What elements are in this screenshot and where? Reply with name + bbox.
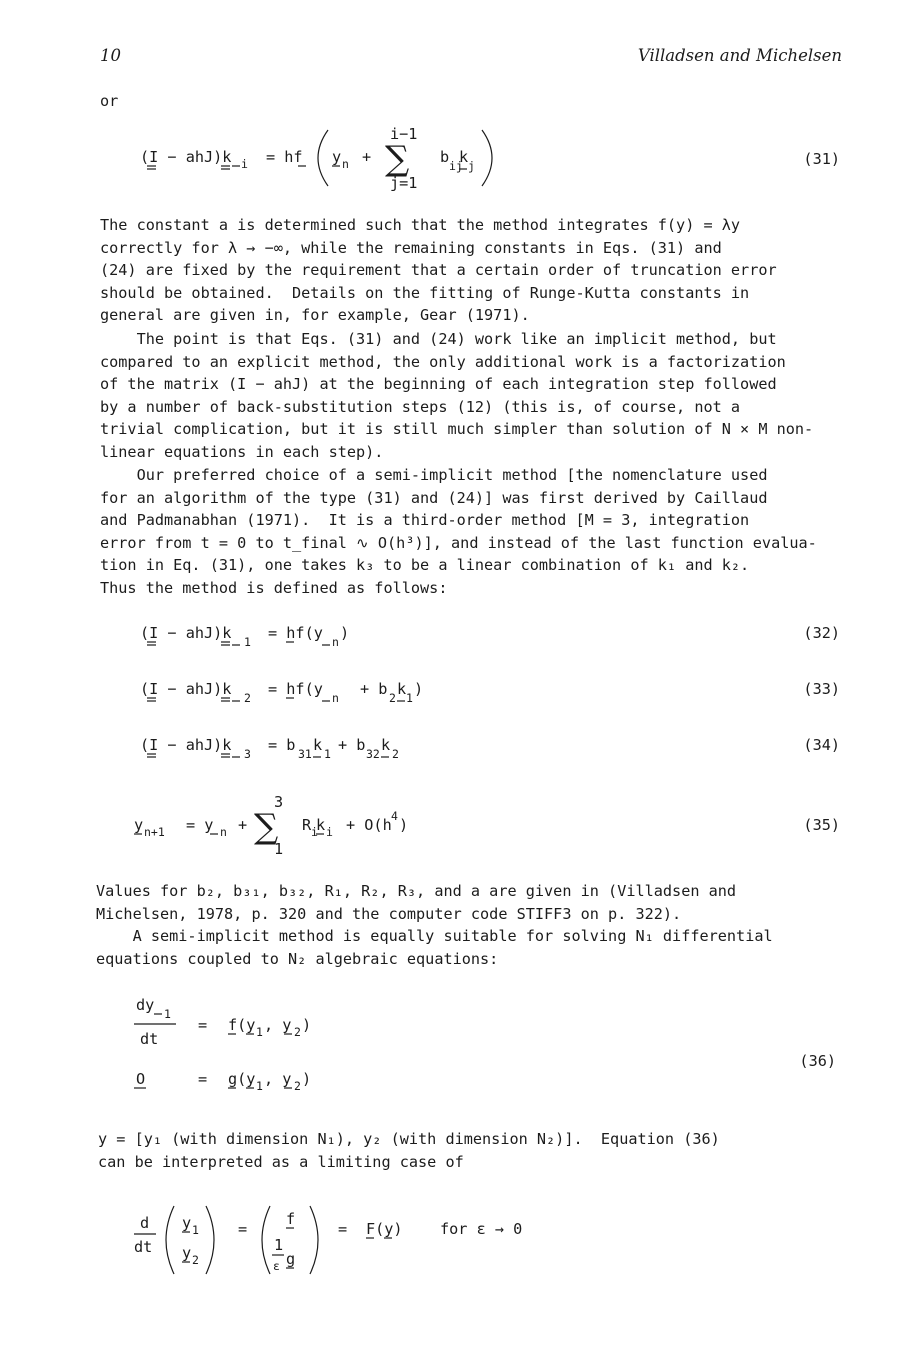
text-line: for an algorithm of the type (31) and (24)] was first derived by Caillaud — [100, 488, 768, 507]
svg-text:+: + — [238, 816, 248, 834]
svg-text:b: b — [440, 148, 450, 166]
svg-text:1: 1 — [324, 747, 331, 761]
svg-text:i: i — [311, 825, 318, 839]
text-line: trivial complication, but it is still much simpler than solution of N × M non- — [100, 420, 814, 439]
text-line: tion in Eq. (31), one takes k₃ to be a linear combination of k₁ and k₂. — [100, 556, 750, 575]
svg-text:dy: dy — [136, 996, 155, 1014]
paragraph-2 — [100, 328, 845, 464]
svg-text:4: 4 — [391, 809, 398, 823]
paragraph-5 — [98, 1128, 843, 1173]
equation-36 — [134, 992, 474, 1102]
svg-text:i−1: i−1 — [390, 125, 418, 143]
svg-text:R: R — [302, 816, 312, 834]
limit-condition: for ε → 0 — [440, 1220, 523, 1238]
svg-text:=: = — [198, 1070, 208, 1088]
limiting-case-equation — [134, 1200, 564, 1280]
text-line: equations coupled to N₂ algebraic equations: — [96, 949, 499, 968]
text-line: The point is that Eqs. (31) and (24) work like an implicit method, but — [100, 330, 777, 348]
svg-text:2: 2 — [294, 1079, 301, 1093]
svg-text:F(y): F(y) — [366, 1220, 403, 1238]
svg-text:k: k — [381, 736, 391, 754]
svg-text:=: = — [238, 1220, 248, 1238]
svg-text:(I − ahJ)k: (I − ahJ)k — [140, 736, 232, 754]
svg-text:=: = — [338, 1220, 348, 1238]
svg-text:ε: ε — [273, 1259, 280, 1273]
svg-text:∑: ∑ — [385, 139, 410, 179]
svg-text:2: 2 — [389, 691, 396, 705]
svg-text:dt: dt — [134, 1238, 153, 1256]
svg-text:(I − ahJ)k: (I − ahJ)k — [140, 148, 232, 166]
svg-text:y: y — [332, 148, 342, 166]
svg-text:f: f — [286, 1210, 296, 1228]
text-line: Values for b₂, b₃₁, b₃₂, R₁, R₂, R₃, and a are given in (Villadsen and — [96, 882, 737, 900]
svg-text:k: k — [459, 148, 469, 166]
equation-number-34: (34) — [803, 736, 840, 754]
page-number: 10 — [100, 46, 121, 65]
svg-text:1: 1 — [406, 691, 413, 705]
svg-text:=: = — [198, 1016, 208, 1034]
text-line: linear equations in each step). — [100, 442, 384, 461]
svg-text:2: 2 — [392, 747, 399, 761]
svg-text:): ) — [399, 816, 409, 834]
svg-text:, y: , y — [264, 1070, 292, 1088]
svg-text:O: O — [136, 1070, 146, 1088]
paragraph-3 — [100, 464, 845, 600]
svg-text:2: 2 — [244, 691, 251, 705]
text-line: Michelsen, 1978, p. 320 and the computer code STIFF3 on p. 322). — [96, 904, 682, 923]
svg-text:n: n — [332, 635, 339, 649]
svg-text:+ O(h: + O(h — [346, 816, 392, 834]
svg-text:): ) — [414, 680, 424, 698]
svg-text:, y: , y — [264, 1016, 292, 1034]
svg-text:g(y: g(y — [228, 1070, 256, 1088]
svg-text:+ b: + b — [360, 680, 388, 698]
svg-text:+: + — [362, 148, 372, 166]
equation-32 — [140, 618, 440, 658]
svg-text:k: k — [316, 816, 326, 834]
svg-text:y: y — [134, 816, 144, 834]
svg-text:y: y — [182, 1244, 192, 1262]
svg-text:d: d — [140, 1214, 150, 1232]
svg-text:(I − ahJ)k: (I − ahJ)k — [140, 680, 232, 698]
svg-text:): ) — [302, 1070, 312, 1088]
or-word: or — [100, 92, 119, 110]
svg-text:j=1: j=1 — [390, 174, 418, 192]
svg-text:+ b: + b — [338, 736, 366, 754]
svg-text:n: n — [342, 157, 349, 171]
svg-text:y: y — [182, 1214, 192, 1232]
svg-text:1: 1 — [256, 1079, 263, 1093]
running-title: Villadsen and Michelsen — [637, 46, 842, 65]
svg-text:32: 32 — [366, 747, 380, 761]
text-line: The constant a is determined such that the method integrates f(y) = λy — [100, 216, 741, 234]
text-line: Our preferred choice of a semi-implicit method [the nomenclature used — [100, 466, 768, 484]
equation-number-35: (35) — [803, 816, 840, 834]
svg-text:1: 1 — [192, 1223, 199, 1237]
equation-number-36: (36) — [799, 1052, 836, 1070]
paragraph-4 — [96, 880, 841, 970]
equation-34 — [140, 730, 480, 770]
text-line: by a number of back-substitution steps (12) (this is, of course, not a — [100, 397, 741, 416]
text-line: correctly for λ → −∞, while the remaining constants in Eqs. (31) and — [100, 238, 722, 257]
svg-text:3: 3 — [244, 747, 251, 761]
svg-text:2: 2 — [294, 1025, 301, 1039]
svg-text:= y: = y — [186, 816, 214, 834]
svg-text:n: n — [332, 691, 339, 705]
equation-33 — [140, 674, 480, 714]
svg-text:1: 1 — [244, 635, 251, 649]
equation-number-33: (33) — [803, 680, 840, 698]
svg-text:= b: = b — [268, 736, 296, 754]
svg-text:31: 31 — [298, 747, 312, 761]
svg-text:g: g — [286, 1250, 296, 1268]
svg-text:i: i — [241, 157, 248, 171]
equation-35 — [134, 788, 474, 858]
text-line: general are given in, for example, Gear (1971). — [100, 306, 530, 325]
svg-text:): ) — [302, 1016, 312, 1034]
text-line: of the matrix (I − ahJ) at the beginning of each integration step followed — [100, 375, 777, 394]
svg-text:3: 3 — [274, 793, 284, 811]
svg-text:n: n — [220, 825, 227, 839]
svg-text:i: i — [326, 825, 333, 839]
svg-text:2: 2 — [192, 1253, 199, 1267]
text-line: Thus the method is defined as follows: — [100, 578, 448, 597]
equation-31 — [140, 120, 540, 200]
svg-text:f(y: f(y — [228, 1016, 256, 1034]
svg-text:1: 1 — [256, 1025, 263, 1039]
equation-number-32: (32) — [803, 624, 840, 642]
paragraph-1 — [100, 214, 845, 327]
text-line: and Padmanabhan (1971). It is a third-order method [M = 3, integration — [100, 511, 750, 530]
svg-text:ij: ij — [449, 159, 463, 173]
text-line: error from t = 0 to t_final ∿ O(h³)], and instead of the last function evalua- — [100, 533, 817, 552]
svg-text:j: j — [468, 159, 475, 173]
text-line: y = [y₁ (with dimension N₁), y₂ (with dimension N₂)]. Equation (36) — [98, 1130, 720, 1148]
svg-text:= hf(y: = hf(y — [268, 624, 323, 642]
svg-text:= hf(y: = hf(y — [268, 680, 323, 698]
svg-text:dt: dt — [140, 1030, 159, 1048]
svg-text:1: 1 — [274, 840, 284, 858]
text-line: compared to an explicit method, the only additional work is a factorization — [100, 352, 786, 371]
text-line: (24) are fixed by the requirement that a certain order of truncation error — [100, 261, 777, 280]
text-line: can be interpreted as a limiting case of — [98, 1152, 464, 1171]
svg-text:1: 1 — [164, 1007, 171, 1021]
svg-text:n+1: n+1 — [144, 825, 165, 839]
svg-text:∑: ∑ — [254, 807, 279, 847]
svg-text:): ) — [340, 624, 350, 642]
text-line: A semi-implicit method is equally suitable for solving N₁ differential — [96, 927, 773, 946]
svg-text:k: k — [397, 680, 407, 698]
equation-number-31: (31) — [803, 150, 840, 168]
svg-text:= hf: = hf — [266, 148, 303, 166]
svg-text:1: 1 — [274, 1236, 284, 1254]
svg-text:(I − ahJ)k: (I − ahJ)k — [140, 624, 232, 642]
svg-text:k: k — [313, 736, 323, 754]
text-line: should be obtained. Details on the fitting of Runge-Kutta constants in — [100, 283, 750, 302]
